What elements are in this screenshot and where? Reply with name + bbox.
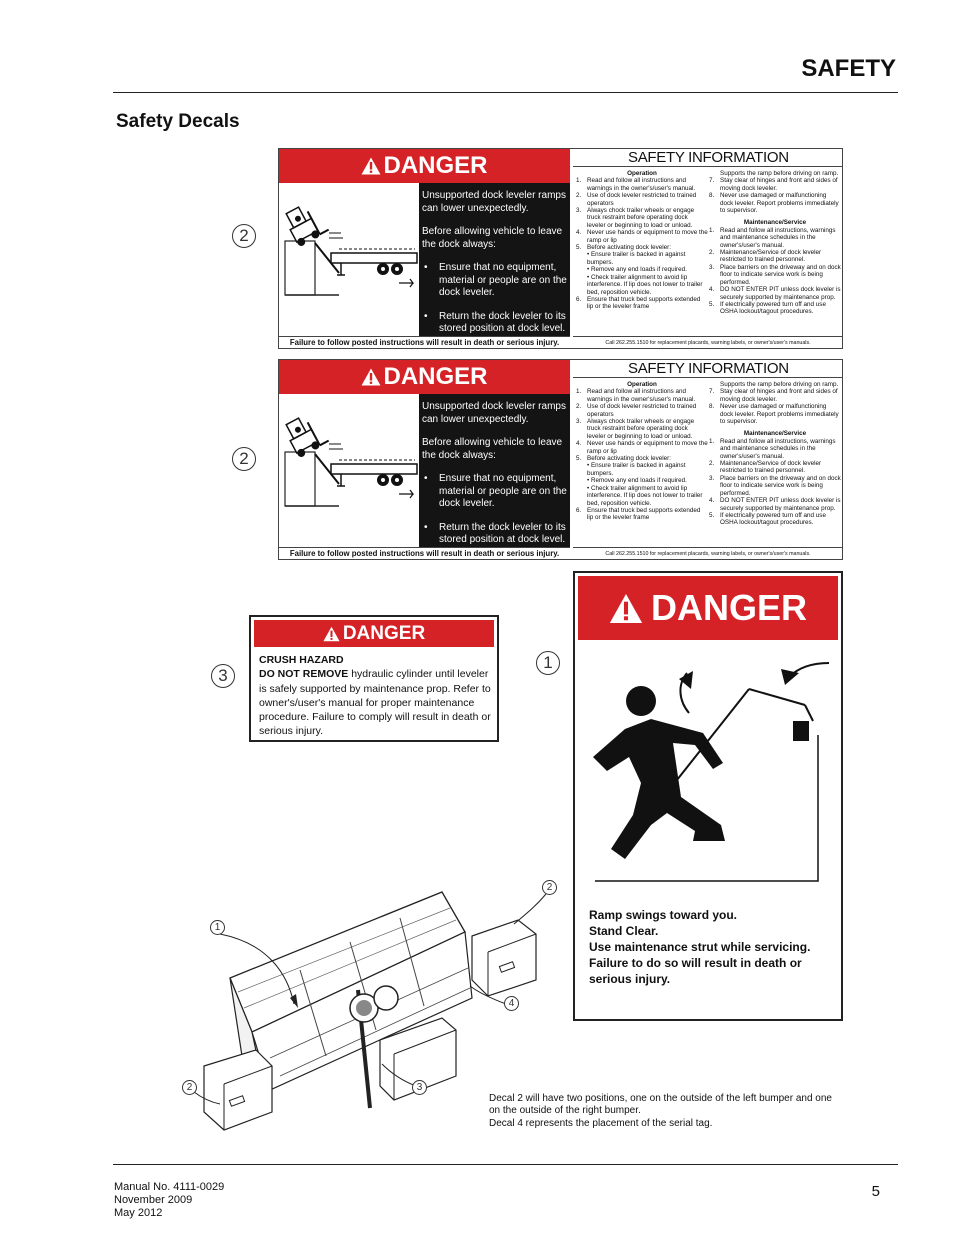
decal3-do-not-remove: DO NOT REMOVE <box>259 668 349 681</box>
warning-triangle-icon <box>361 368 381 386</box>
list-item-text: Supports the ramp before driving on ramp. <box>720 381 839 388</box>
safety-list-item <box>709 512 841 527</box>
decal2-contact-line: Call 262.255.1510 for replacement placards, warning labels, or owner's/user's manuals. <box>573 336 843 349</box>
decal-2-top <box>278 148 843 349</box>
decal1-line: Ramp swings toward you. <box>589 908 738 922</box>
safety-list-item <box>709 249 841 264</box>
safety-list-item <box>576 462 708 477</box>
list-item-text: • Remove any end loads if required. <box>587 266 687 274</box>
drawing-callout-2-left: 2 <box>182 1080 197 1095</box>
list-item-number: 5. <box>576 244 582 252</box>
decal2-instruction-line: Before allowing vehicle to leave the dock always: <box>422 437 563 461</box>
decal2-contact-line: Call 262.255.1510 for replacement placards, warning labels, or owner's/user's manuals. <box>573 547 843 560</box>
safety-list-item <box>576 485 708 507</box>
maintenance-heading: Maintenance/Service <box>743 219 807 227</box>
truck-pulling-away-illustration <box>279 394 419 547</box>
safety-list-item <box>576 266 708 273</box>
note-line: Decal 4 represents the placement of the serial tag. <box>489 1117 713 1129</box>
list-item-text: Never use hands or equipment to move the ramp or lip <box>587 440 708 455</box>
safety-list-item <box>576 388 708 403</box>
list-item-text: Use of dock leveler restricted to trained operators <box>587 192 697 207</box>
list-item-text: • Check trailer alignment to avoid lip interference. If lip does not lower to trailer bed, reposition vehicle. <box>587 484 703 507</box>
note-line: Decal 2 will have two positions, one on the outside of the left bumper and one on the outside of the right bumper. <box>489 1093 832 1117</box>
safety-list-item <box>576 251 708 266</box>
safety-list-item <box>709 475 841 497</box>
safety-list-item <box>709 227 841 249</box>
safety-list-item <box>709 264 841 286</box>
list-item-number: 3. <box>576 207 582 215</box>
list-item-number: 5. <box>709 300 715 308</box>
safety-list-item <box>709 177 841 192</box>
safety-list-item <box>709 170 841 177</box>
safety-info-title: SAFETY INFORMATION <box>573 360 843 378</box>
safety-list-item <box>709 192 841 214</box>
revision-date: November 2009 <box>114 1194 193 1206</box>
list-item-text: Read and follow all instructions, warnings and maintenance schedules in the owner's/user's manual. <box>720 437 836 460</box>
section-title: SAFETY <box>801 55 896 82</box>
list-item-number <box>576 266 587 273</box>
list-item-text: Before activating dock leveler: <box>587 244 672 252</box>
manual-number: Manual No. 4111-0029 <box>114 1181 225 1193</box>
list-item-text: DO NOT ENTER PIT unless dock leveler is securely supported by maintenance prop. <box>720 286 841 301</box>
warning-triangle-icon <box>361 157 381 175</box>
list-item-text: If electrically powered turn off and use OSHA lockout/tagout procedures. <box>720 300 826 316</box>
decal2-bullet: • Ensure that no equipment, material or people are on the dock leveler. <box>422 262 567 300</box>
decal2-danger-header <box>279 360 570 394</box>
header-rule <box>113 92 898 93</box>
safety-list-item <box>709 497 841 512</box>
decal1-line: Stand Clear. <box>589 924 659 938</box>
safety-list-item <box>576 507 708 522</box>
decal2-instructions-panel <box>419 183 570 336</box>
safety-list-item <box>576 192 708 207</box>
list-item-number: 5. <box>709 511 715 519</box>
list-item-text: Stay clear of hinges and front and sides of moving dock leveler. <box>720 388 838 403</box>
decal1-line: Use maintenance strut while servicing. <box>589 940 811 954</box>
decal1-danger-header <box>578 576 838 640</box>
decal2-warning-line: Unsupported dock leveler ramps can lower unexpectedly. <box>422 401 566 425</box>
safety-list-item <box>576 477 708 484</box>
list-item-number: 5. <box>576 455 582 463</box>
list-item-number: 6. <box>576 506 582 514</box>
list-item-number <box>576 462 587 477</box>
list-item-number: 4. <box>709 497 715 505</box>
decal-1-ramp-swing <box>573 571 843 1021</box>
list-item-number: 8. <box>709 192 715 200</box>
list-item-text: Before activating dock leveler: <box>587 455 672 463</box>
safety-list-item <box>709 286 841 301</box>
safety-list-item <box>576 274 708 296</box>
list-item-text: Always chock trailer wheels or engage truck restraint before operating dock leveler or beginning to load or unload. <box>587 418 695 440</box>
decal2-instruction-line: Before allowing vehicle to leave the dock always: <box>422 226 563 250</box>
revision-date: May 2012 <box>114 1207 163 1219</box>
safety-list-item <box>709 403 841 425</box>
list-item-text: Place barriers on the driveway and on dock floor to indicate service work is being performed. <box>720 263 841 286</box>
list-item-text: Never use damaged or malfunctioning dock leveler. Report problems immediately to supervisor. <box>720 403 839 426</box>
truck-pulling-away-illustration <box>279 183 419 336</box>
decal2-warning-line: Unsupported dock leveler ramps can lower unexpectedly. <box>422 190 566 214</box>
safety-list-item <box>576 440 708 455</box>
list-item-number: 3. <box>709 474 715 482</box>
warning-triangle-icon <box>609 593 643 624</box>
maintenance-column <box>709 381 841 527</box>
list-item-text: Supports the ramp before driving on ramp. <box>720 170 839 177</box>
list-item-text: Use of dock leveler restricted to trained operators <box>587 403 697 418</box>
decal2-safety-info <box>573 360 843 560</box>
decal2-footer: Failure to follow posted instructions will result in death or serious injury. <box>279 547 570 560</box>
safety-list-item <box>709 301 841 316</box>
drawing-callout-4: 4 <box>504 996 519 1011</box>
list-item-text: DO NOT ENTER PIT unless dock leveler is securely supported by maintenance prop. <box>720 497 841 512</box>
decal1-danger-label: DANGER <box>650 587 807 628</box>
list-item-number: 2. <box>576 403 582 411</box>
subsection-title: Safety Decals <box>116 111 240 132</box>
decal3-text: hydraulic cylinder until leveler is safely supported by maintenance prop. Refer to owner's/user's manual for proper maintenance procedure. Failure to comply will result in death or serious injury. <box>259 668 491 738</box>
maintenance-heading: Maintenance/Service <box>743 430 807 438</box>
decal3-danger-label: DANGER <box>342 622 426 644</box>
safety-list-item <box>576 403 708 418</box>
list-item-number: 3. <box>576 418 582 426</box>
list-item-number: 4. <box>576 440 582 448</box>
safety-list-item <box>709 460 841 475</box>
list-item-number: 1. <box>576 388 582 396</box>
list-item-number <box>709 170 720 177</box>
safety-list-item <box>576 455 708 462</box>
footer-rule <box>113 1164 898 1165</box>
list-item-number: 8. <box>709 403 715 411</box>
list-item-text: Never use hands or equipment to move the ramp or lip <box>587 229 708 244</box>
list-item-number: 1. <box>709 226 715 234</box>
list-item-number: 4. <box>576 229 582 237</box>
decal2-danger-label: DANGER <box>383 152 488 179</box>
operation-column <box>576 170 708 311</box>
safety-list-item <box>576 244 708 251</box>
safety-list-item <box>576 296 708 311</box>
operation-heading: Operation <box>627 170 657 177</box>
list-item-text: Maintenance/Service of dock leveler restricted to trained personnel. <box>720 249 822 264</box>
footer-manual-info <box>114 1181 224 1220</box>
list-item-number: 3. <box>709 263 715 271</box>
list-item-number: 1. <box>576 177 582 185</box>
list-item-number: 7. <box>709 177 715 185</box>
decal-2-bottom <box>278 359 843 560</box>
list-item-number <box>709 381 720 388</box>
list-item-text: Never use damaged or malfunctioning dock leveler. Report problems immediately to supervisor. <box>720 192 839 215</box>
decal2-danger-panel <box>279 149 570 336</box>
decal2-footer: Failure to follow posted instructions will result in death or serious injury. <box>279 336 570 349</box>
decal3-heading: CRUSH HAZARD <box>259 654 344 666</box>
safety-list-item <box>576 418 708 440</box>
list-item-number: 4. <box>709 286 715 294</box>
list-item-number: 7. <box>709 388 715 396</box>
list-item-number: 2. <box>709 249 715 257</box>
operation-column <box>576 381 708 522</box>
list-item-text: Maintenance/Service of dock leveler restricted to trained personnel. <box>720 460 822 475</box>
decal2-danger-label: DANGER <box>383 363 488 390</box>
safety-list-item <box>709 438 841 460</box>
list-item-number <box>576 485 587 507</box>
list-item-text: Read and follow all instructions, warnings and maintenance schedules in the owner's/user's manual. <box>720 226 836 249</box>
drawing-callout-2-right: 2 <box>542 880 557 895</box>
callout-decal-1: 1 <box>536 651 560 675</box>
safety-info-title: SAFETY INFORMATION <box>573 149 843 167</box>
list-item-text: Always chock trailer wheels or engage truck restraint before operating dock leveler or beginning to load or unload. <box>587 207 695 229</box>
list-item-number: 1. <box>709 437 715 445</box>
callout-decal-3: 3 <box>211 664 235 688</box>
callout-decal-2-bottom: 2 <box>232 447 256 471</box>
maintenance-column <box>709 170 841 316</box>
safety-list-item <box>576 207 708 229</box>
list-item-number: 2. <box>709 460 715 468</box>
decal3-danger-header <box>254 620 494 647</box>
list-item-number <box>576 251 587 266</box>
decal-placement-note <box>489 1093 839 1130</box>
decal1-line: Failure to do so will result in death or serious injury. <box>589 956 802 986</box>
safety-list-item <box>576 177 708 192</box>
callout-decal-2-top: 2 <box>232 224 256 248</box>
ramp-swinging-pictogram <box>585 645 833 885</box>
drawing-callout-1: 1 <box>210 920 225 935</box>
warning-triangle-icon <box>323 626 340 642</box>
decal-3-crush-hazard <box>249 615 499 742</box>
operation-heading: Operation <box>627 381 657 388</box>
decal2-bullet: • Ensure that no equipment, material or people are on the dock leveler. <box>422 473 567 511</box>
safety-list-item <box>709 381 841 388</box>
list-item-text: • Ensure trailer is backed in against bumpers. <box>587 462 686 477</box>
list-item-number: 2. <box>576 192 582 200</box>
list-item-text: Read and follow all instructions and warnings in the owner's/user's manual. <box>587 388 696 403</box>
list-item-number <box>576 274 587 296</box>
drawing-callout-3: 3 <box>412 1080 427 1095</box>
list-item-text: If electrically powered turn off and use OSHA lockout/tagout procedures. <box>720 511 826 527</box>
list-item-text: Stay clear of hinges and front and sides of moving dock leveler. <box>720 177 838 192</box>
list-item-text: Read and follow all instructions and warnings in the owner's/user's manual. <box>587 177 696 192</box>
list-item-text: Place barriers on the driveway and on dock floor to indicate service work is being performed. <box>720 474 841 497</box>
list-item-text: • Ensure trailer is backed in against bumpers. <box>587 251 686 266</box>
list-item-number: 6. <box>576 295 582 303</box>
decal2-bullet: • Return the dock leveler to its stored position at dock level. <box>422 522 567 547</box>
decal2-danger-panel <box>279 360 570 547</box>
decal1-warning-text <box>589 907 834 987</box>
list-item-text: Ensure that truck bed supports extended lip or the leveler frame <box>587 506 701 522</box>
decal2-instructions-panel <box>419 394 570 547</box>
list-item-number <box>576 477 587 484</box>
list-item-text: • Remove any end loads if required. <box>587 477 687 485</box>
decal3-body <box>259 653 495 739</box>
decal2-safety-info <box>573 149 843 349</box>
safety-list-item <box>576 229 708 244</box>
list-item-text: • Check trailer alignment to avoid lip interference. If lip does not lower to trailer bed, reposition vehicle. <box>587 273 703 296</box>
page-number: 5 <box>871 1183 880 1200</box>
decal2-bullet: • Return the dock leveler to its stored position at dock level. <box>422 311 567 336</box>
safety-list-item <box>709 388 841 403</box>
decal2-danger-header <box>279 149 570 183</box>
list-item-text: Ensure that truck bed supports extended lip or the leveler frame <box>587 295 701 311</box>
